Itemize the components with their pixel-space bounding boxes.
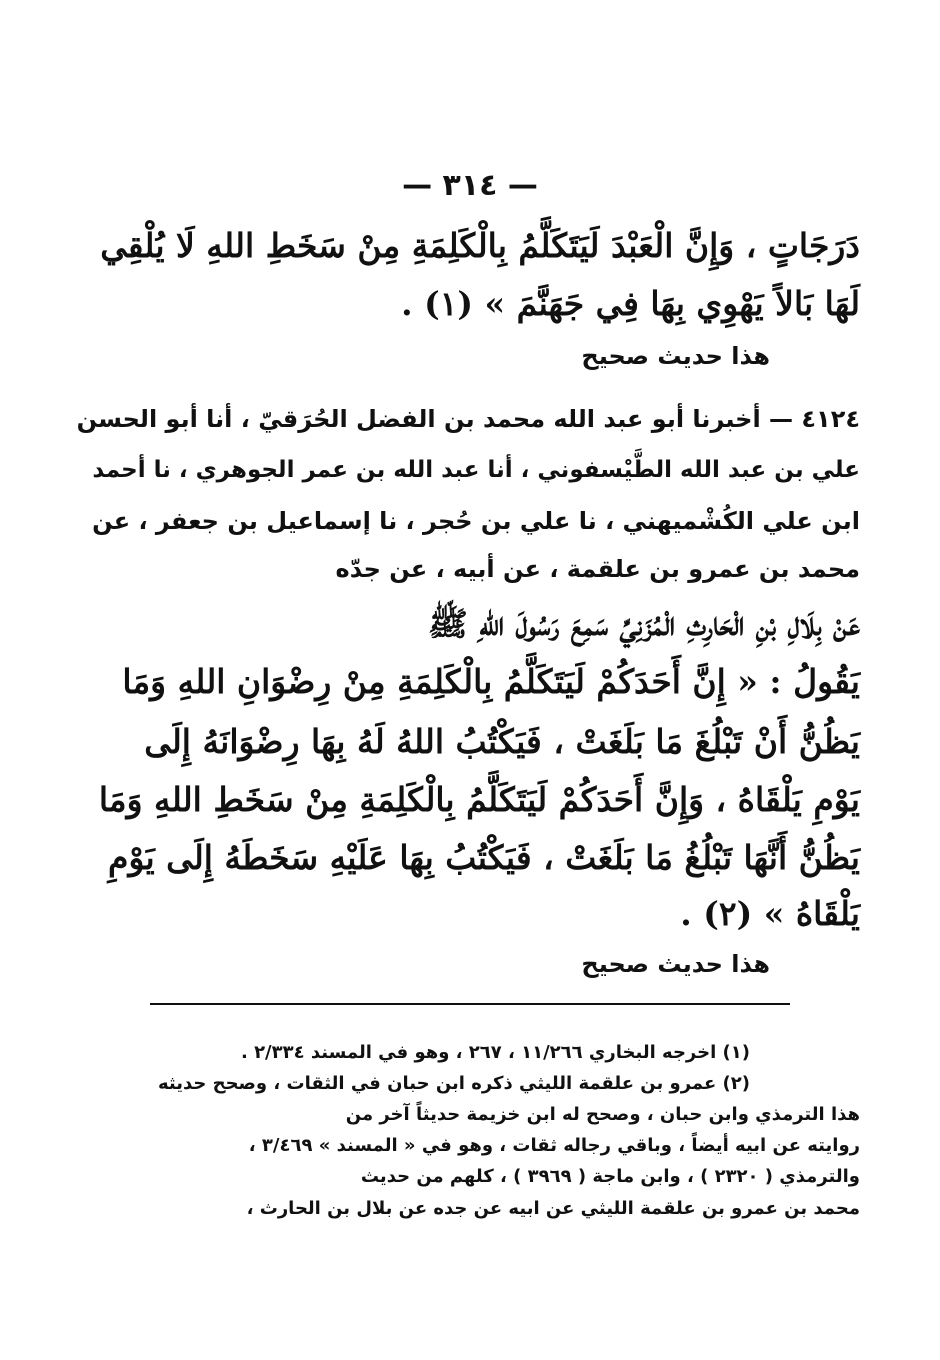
isnad-line: محمد بن عمرو بن علقمة ، عن أبيه ، عن جدّه xyxy=(335,555,860,583)
matn-line: يَظُنُّ أَنَّهَا تَبْلُغُ مَا بَلَغَتْ ، فَيَكْتُبُ بِهَا عَلَيْهِ سَخَطَهُ إِلَى يَوْمِ xyxy=(108,838,860,877)
page-number: — ٣١٤ — xyxy=(402,168,538,203)
matn-line: يَلْقَاهُ » (٢) . xyxy=(680,894,860,933)
footnote-line: هذا الترمذي وابن حبان ، وصحح له ابن خزيمة حديثاً آخر من xyxy=(345,1104,860,1125)
footnote-line: (٢) عمرو بن علقمة الليثي ذكره ابن حبان في الثقات ، وصحح حديثه xyxy=(157,1073,750,1094)
matn-line: يَوْمِ يَلْقَاهُ ، وَإِنَّ أَحَدَكُمْ لَيَتَكَلَّمُ بِالْكَلِمَةِ مِنْ سَخَطِ اللهِ وَمَا xyxy=(98,780,860,819)
footnote-line: روايته عن ابيه أيضاً ، وباقي رجاله ثقات ، وهو في « المسند » ٣/٤٦٩ ، xyxy=(248,1135,860,1156)
isnad-line: ٤١٢٤ — أخبرنا أبو عبد الله محمد بن الفضل الحُرَقيّ ، أنا أبو الحسن xyxy=(76,405,860,433)
footnote-divider xyxy=(150,1003,790,1005)
isnad-line: ابن علي الكُشْميهني ، نا علي بن حُجر ، نا إسماعيل بن جعفر ، عن xyxy=(92,507,860,535)
footnote-line: والترمذي ( ٢٣٢٠ ) ، وابن ماجة ( ٣٩٦٩ ) ، كلهم من حديث xyxy=(360,1166,860,1187)
hadith-grade: هذا حديث صحيح xyxy=(581,342,770,370)
text-line: دَرَجَاتٍ ، وَإِنَّ الْعَبْدَ لَيَتَكَلَّمُ بِالْكَلِمَةِ مِنْ سَخَطِ اللهِ لَا يُلْقِي xyxy=(100,226,860,265)
matn-line: يَظُنُّ أَنْ تَبْلُغَ مَا بَلَغَتْ ، فَيَكْتُبُ اللهُ لَهُ بِهَا رِضْوَانَهُ إِلَى xyxy=(144,722,860,761)
matn-line: عَنْ بِلَالِ بْنِ الْحَارِثِ الْمُزَنِيِّ سَمِعَ رَسُولَ اللهِ ﷺ xyxy=(428,604,860,643)
isnad-line: علي بن عبد الله الطَّيْسفوني ، أنا عبد الله بن عمر الجوهري ، نا أحمد xyxy=(92,457,860,483)
footnote-line: محمد بن عمرو بن علقمة الليثي عن ابيه عن جده عن بلال بن الحارث ، xyxy=(246,1198,860,1219)
hadith-grade: هذا حديث صحيح xyxy=(581,950,770,978)
matn-line: يَقُولُ : « إِنَّ أَحَدَكُمْ لَيَتَكَلَّمُ بِالْكَلِمَةِ مِنْ رِضْوَانِ اللهِ وَمَا xyxy=(122,662,860,701)
footnote-line: (١) اخرجه البخاري ١١/٢٦٦ ، ٢٦٧ ، وهو في المسند ٢/٣٣٤ . xyxy=(240,1042,750,1063)
text-line: لَهَا بَالاً يَهْوِي بِهَا فِي جَهَنَّمَ » (١) . xyxy=(401,284,860,323)
